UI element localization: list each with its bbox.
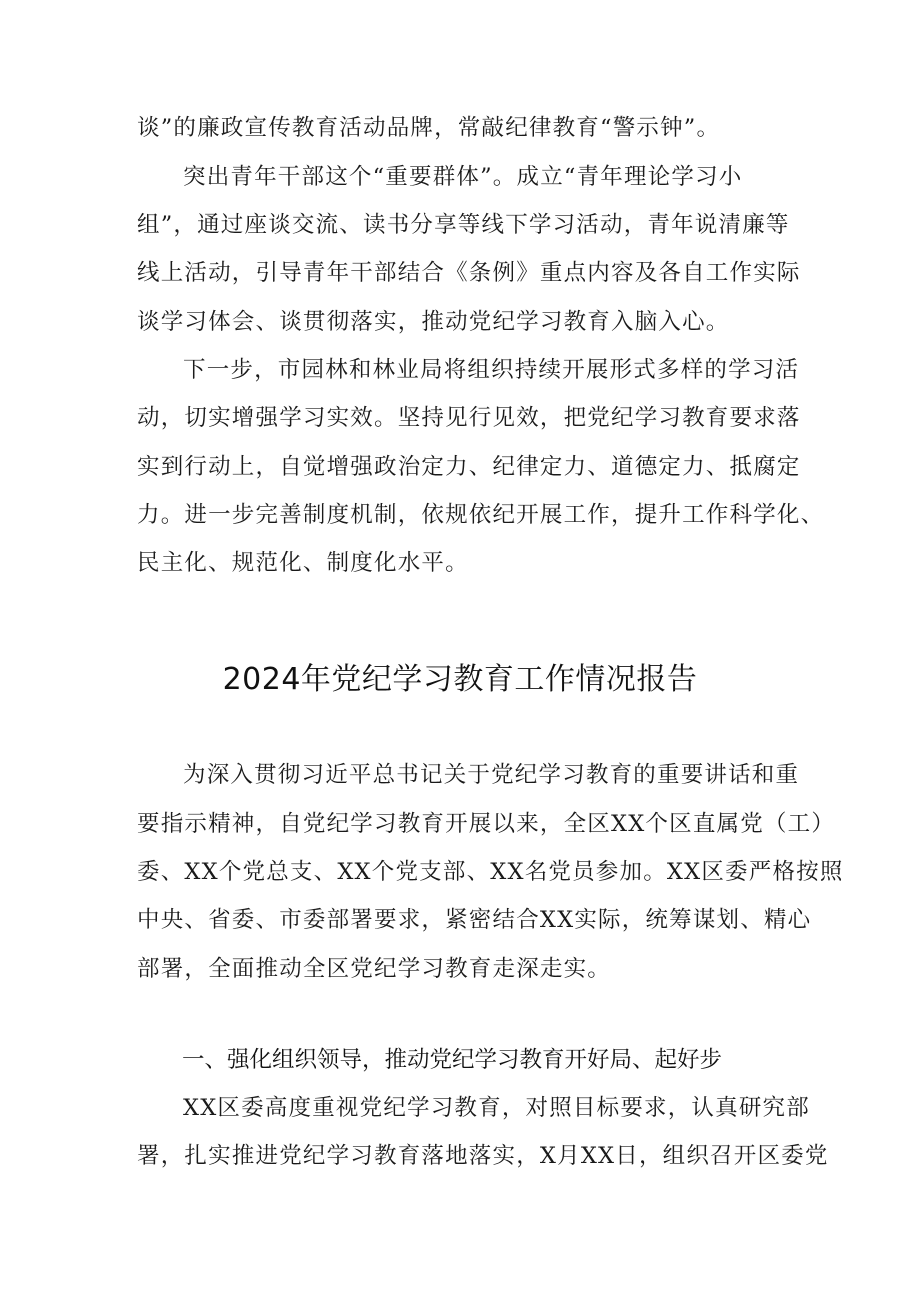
text-line: XX区委高度重视党纪学习教育，对照目标要求，认真研究部 bbox=[183, 1095, 810, 1121]
text-line: 实到行动上，自觉增强政治定力、纪律定力、道德定力、抵腐定 bbox=[137, 454, 801, 480]
text-line: 要指示精神，自党纪学习教育开展以来，全区XX个区直属党（工） bbox=[137, 811, 836, 837]
text-line: 中央、省委、市委部署要求，紧密结合XX实际，统筹谋划、精心 bbox=[137, 907, 812, 933]
text-line: 民主化、规范化、制度化水平。 bbox=[137, 550, 469, 576]
text-line: 组”，通过座谈交流、读书分享等线下学习活动，青年说清廉等 bbox=[137, 212, 790, 238]
text-line: 动，切实增强学习实效。坚持见行见效，把党纪学习教育要求落 bbox=[137, 405, 801, 431]
text-line: 突出青年干部这个“重要群体”。成立“青年理论学习小 bbox=[183, 164, 743, 190]
text-line: 线上活动，引导青年干部结合《条例》重点内容及各自工作实际 bbox=[137, 260, 801, 286]
text-line: 署，扎实推进党纪学习教育落地落实，X月XX日，组织召开区委党 bbox=[137, 1143, 829, 1169]
text-line: 部署，全面推动全区党纪学习教育走深走实。 bbox=[137, 956, 612, 982]
text-line: 为深入贯彻习近平总书记关于党纪学习教育的重要讲话和重 bbox=[183, 762, 800, 788]
text-line: 委、XX个党总支、XX个党支部、XX名党员参加。XX区委严格按照 bbox=[137, 859, 844, 885]
text-line: 谈学习体会、谈贯彻落实，推动党纪学习教育入脑入心。 bbox=[137, 309, 730, 335]
text-line: 下一步，市园林和林业局将组织持续开展形式多样的学习活 bbox=[183, 357, 800, 383]
report-title: 2024年党纪学习教育工作情况报告 bbox=[222, 662, 698, 697]
text-line: 力。进一步完善制度机制，依规依纪开展工作，提升工作科学化、 bbox=[137, 502, 825, 528]
text-line: 谈”的廉政宣传教育活动品牌，常敲纪律教育“警示钟”。 bbox=[137, 115, 721, 141]
section-heading: 一、强化组织领导，推动党纪学习教育开好局、起好步 bbox=[182, 1047, 723, 1073]
